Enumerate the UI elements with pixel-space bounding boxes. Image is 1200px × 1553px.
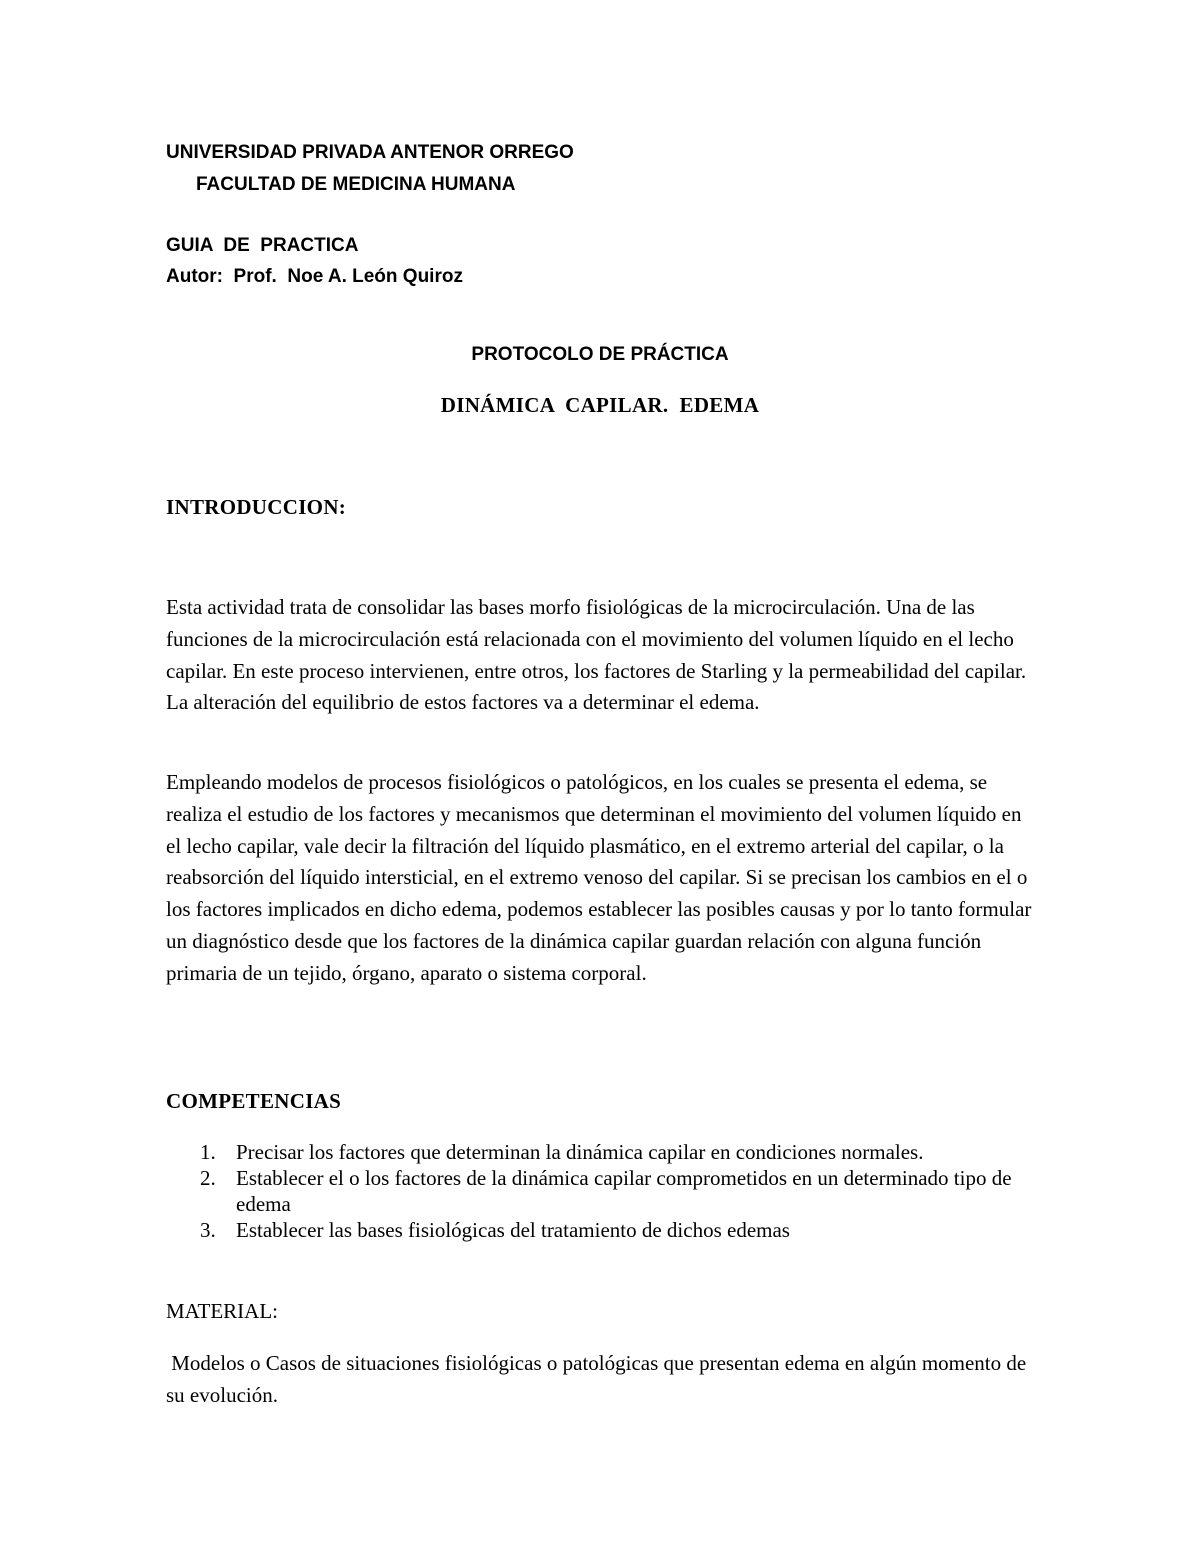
list-item-number: 3.: [200, 1218, 216, 1242]
competencies-list: [166, 1139, 1036, 1243]
faculty-name: FACULTAD DE MEDICINA HUMANA: [196, 174, 516, 195]
author-line: Autor: Prof. Noe A. León Quiroz: [166, 266, 463, 287]
list-item: [166, 1139, 1036, 1165]
guide-title: GUIA DE PRACTICA: [166, 235, 359, 256]
list-item-text: Establecer el o los factores de la dinámica capilar comprometidos en un determinado tipo de edema: [236, 1166, 1012, 1216]
material-text: Modelos o Casos de situaciones fisiológicas o patológicas que presentan edema en algún momento de su evolución.: [166, 1351, 1032, 1407]
introduction-paragraph-1: Esta actividad trata de consolidar las bases morfo fisiológicas de la microcirculación. Una de las funciones de la microcirculación está relacionada con el movimiento del volumen líquido en el lecho capilar. En este proceso intervienen, entre otros, los factores de Starling y la permeabilidad del capilar. La alteración del equilibrio de estos factores va a determinar el edema.: [166, 595, 1027, 715]
list-item: [166, 1217, 1036, 1243]
list-item-text: Establecer las bases fisiológicas del tratamiento de dichos edemas: [236, 1218, 790, 1242]
list-item-text: Precisar los factores que determinan la dinámica capilar en condiciones normales.: [236, 1140, 924, 1164]
material-heading: MATERIAL:: [166, 1299, 278, 1323]
list-item: [166, 1165, 1036, 1217]
introduction-heading: INTRODUCCION:: [166, 495, 347, 519]
university-name: UNIVERSIDAD PRIVADA ANTENOR ORREGO: [166, 142, 574, 163]
list-item-number: 2.: [200, 1166, 216, 1190]
competencies-heading: COMPETENCIAS: [166, 1089, 342, 1113]
introduction-paragraph-2: Empleando modelos de procesos fisiológicos o patológicos, en los cuales se presenta el edema, se realiza el estudio de los factores y mecanismos que determinan el movimiento del volumen líquido en el lecho capilar, vale decir la filtración del líquido plasmático, en el extremo arterial del capilar, o la reabsorción del líquido intersticial, en el extremo venoso del capilar. Si se precisan los cambios en el o los factores implicados en dicho edema, podemos establecer las posibles causas y por lo tanto formular un diagnóstico desde que los factores de la dinámica capilar guardan relación con alguna función primaria de un tejido, órgano, aparato o sistema corporal.: [166, 770, 1032, 985]
topic-title: DINÁMICA CAPILAR. EDEMA: [440, 393, 760, 417]
protocol-title: PROTOCOLO DE PRÁCTICA: [471, 344, 729, 365]
list-item-number: 1.: [200, 1140, 216, 1164]
